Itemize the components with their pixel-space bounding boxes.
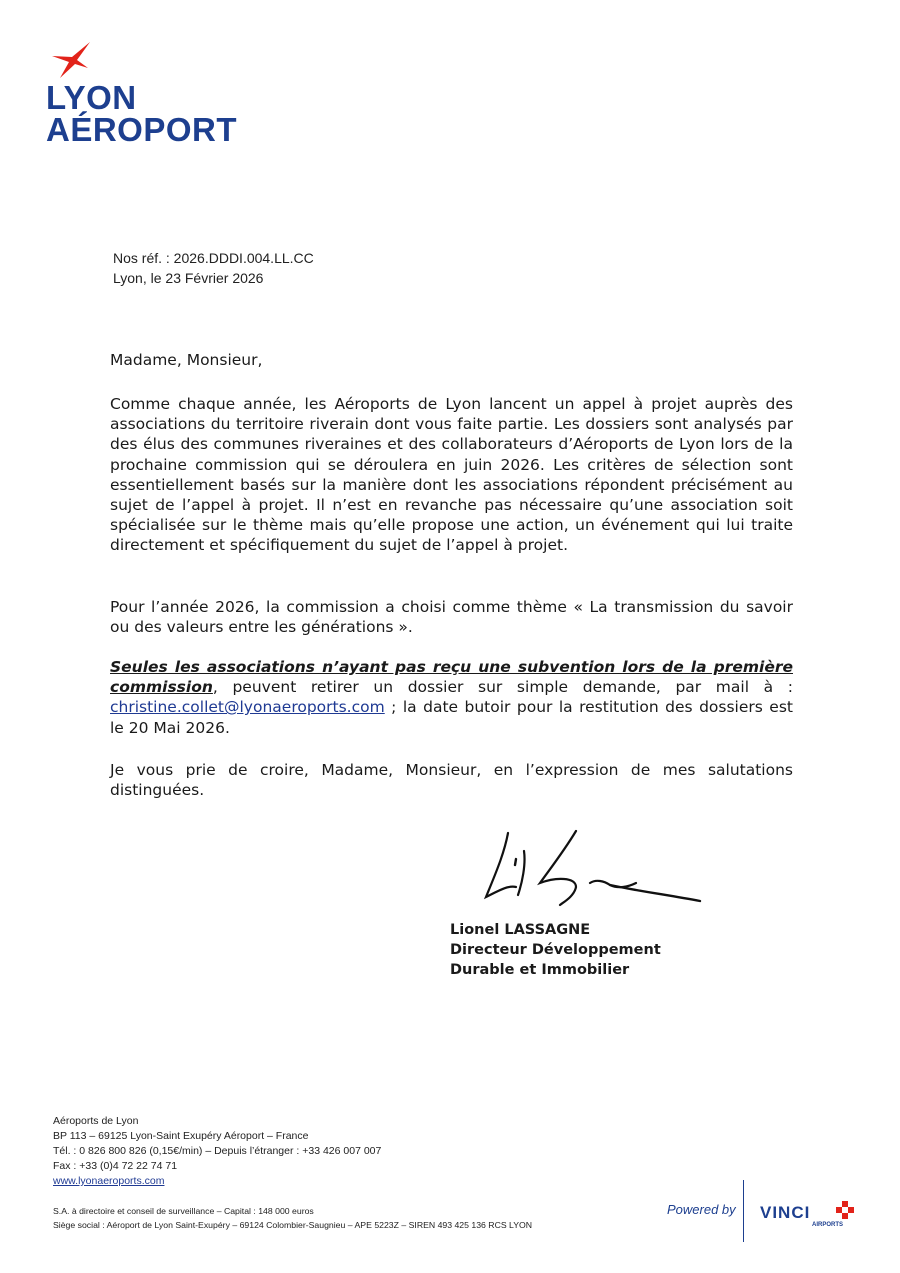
paragraph-intro: Comme chaque année, les Aéroports de Lyon lancent un appel à projet auprès des associations du territoire riverain dont vous faite partie. Les dossiers sont analysés par des élus des communes riveraines et des collaborateurs d’Aéroports de Lyon lors de la prochaine commission qui se déroulera en juin 2026. Les critères de sélection sont essentiellement basés sur la manière dont les associations répondent précisément au sujet de l’appel à projet. Il n’est en revanche pas nécessaire qu’une association soit spécialisée sur le thème mais qu’elle propose une action, un événement qui lui traite directement et spécifiquement du sujet de l’appel à projet. [110,395,793,555]
footer-legal [53,1204,532,1232]
salutation: Madame, Monsieur, [110,351,263,369]
vinci-cross-icon [836,1201,854,1219]
paragraph-theme: Pour l’année 2026, la commission a choisi comme thème « La transmission du savoir ou des valeurs entre les générations ». [110,598,793,637]
airport-logo-star-icon [48,40,92,80]
vinci-airports-logo [760,1198,864,1228]
conditions-text: , peuvent retirer un dossier sur simple demande, par mail à : [212,678,793,697]
legal-line-2: Siège social : Aéroport de Lyon Saint-Exupéry – 69124 Colombier-Saugnieu – APE 5223Z – SIREN 493 425 136 RCS LYON [53,1220,533,1230]
footer-website-link[interactable]: www.lyonaeroports.com [53,1175,165,1187]
airport-logo [46,79,238,148]
closing-formula: Je vous prie de croire, Madame, Monsieur, en l’expression de mes salutations distinguées. [110,761,793,800]
footer-address: BP 113 – 69125 Lyon-Saint Exupéry Aéroport – France [53,1130,309,1142]
deadline-text: ; la date butoir pour la restitution des dossiers est le 20 Mai 2026. [110,698,793,737]
footer-phone: Tél. : 0 826 800 826 (0,15€/min) – Depuis l’étranger : +33 426 007 007 [53,1145,382,1157]
signer-name: Lionel LASSAGNE [450,922,591,938]
reference-number: Nos réf. : 2026.DDDI.004.LL.CC [113,250,314,266]
signer-title-2: Durable et Immobilier [450,962,630,978]
place-date: Lyon, le 23 Février 2026 [113,270,264,286]
contact-email-link[interactable]: christine.collet@lyonaeroports.com [110,698,385,717]
footer-company: Aéroports de Lyon [53,1115,139,1127]
legal-line-1: S.A. à directoire et conseil de surveillance – Capital : 148 000 euros [53,1206,314,1216]
vinci-airports-sublabel: AIRPORTS [812,1222,844,1228]
logo-line-1: LYON [46,79,137,116]
reference-block [113,248,314,288]
signer-block [450,920,661,980]
powered-by-label: Powered by [667,1202,736,1217]
footer-divider [743,1180,744,1242]
footer-contact [53,1114,381,1189]
footer-fax: Fax : +33 (0)4 72 22 74 71 [53,1160,178,1172]
vinci-wordmark: VINCI [760,1203,811,1222]
logo-line-2: AÉROPORT [46,111,238,148]
signer-title-1: Directeur Développement [450,942,661,958]
handwritten-signature [478,825,708,915]
paragraph-conditions [110,657,793,738]
eligibility-emphasis: Seules les associations n’ayant pas reçu une subvention lors de la première commission [110,658,793,697]
